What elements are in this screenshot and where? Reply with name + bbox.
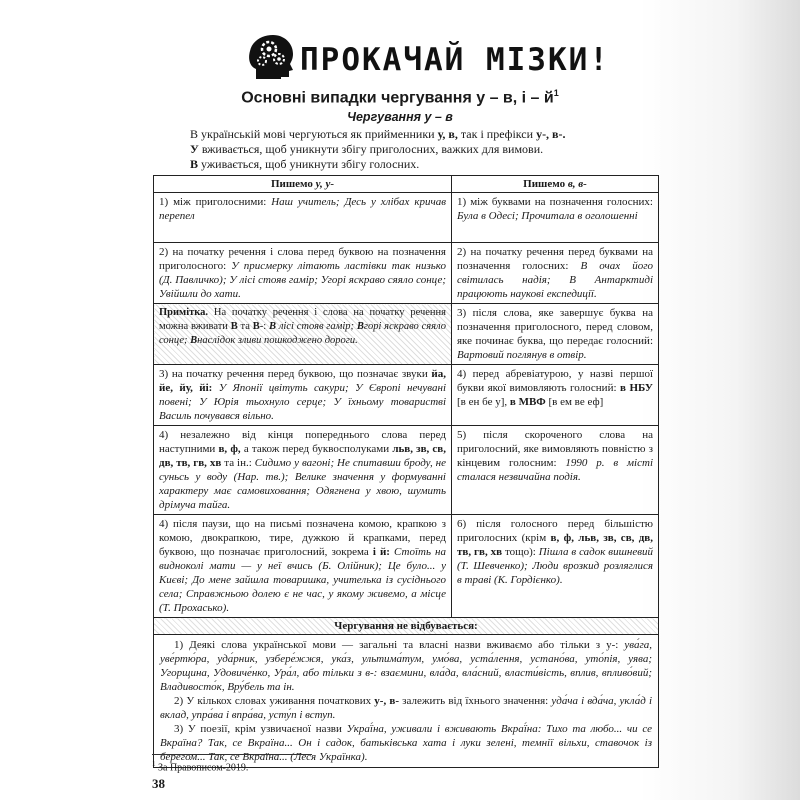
page-title [0, 88, 800, 107]
exceptions-list [154, 635, 659, 768]
footnote-text: За Правописом-2019. [158, 762, 249, 774]
table-row [154, 193, 659, 243]
table-row [154, 426, 659, 515]
exceptions-header-row [154, 618, 659, 635]
footnote-number: 1 [152, 760, 156, 768]
rule-u-1: 1) між приголосними: Наш учитель; Десь у хлібах кричав перепел [154, 193, 452, 243]
table-row [154, 515, 659, 618]
page-title-text: Основні випадки чергування у – в, і – й [241, 89, 554, 107]
rule-v-3: 3) після слова, яке завершує буква на позначення приголосного, перед словом, яке починає буква, що передає голосний: Вартовий поглянув в отвір. [452, 304, 659, 365]
rule-v-5: 5) після скороченого слова на приголосний, яке вимовляють повністю з кінцевим голосним: 1990 р. в місті сталася незвичайна подія. [452, 426, 659, 515]
rule-v-4: 4) перед абревіатурою, у назві першої букви якої вимовляють голосний: в НБУ [в ен бе у], в МВФ [в ем ве еф] [452, 365, 659, 426]
exceptions-header: Чергування не відбувається: [154, 618, 659, 635]
page-subtitle: Чергування у – в [347, 110, 453, 124]
section-banner: ПРОКАЧАЙ МІЗКИ! [300, 42, 610, 78]
rule-v-2: 2) на початку речення перед буквами на позначення голосних: В очах його світилась надія; В Антарктиді працюють наукові експедиції. [452, 243, 659, 304]
col-header-v: Пишемо в, в- [452, 176, 659, 193]
rules-table [153, 175, 659, 768]
intro-line-1: В українській мові чергуються як прийменники у, в, так і префікси у-, в-. [190, 127, 566, 141]
intro-line-2: У вживається, щоб уникнути збігу приголосних, важких для вимови. [190, 142, 544, 156]
rule-u-4: 4) незалежно від кінця попереднього слова перед наступними в, ф, а також перед буквосполуками льв, зв, св, дв, тв, гв, хв та ін.: Сидимо у вагоні; Не спитавши броду, не суньсь у воду (Нар. тв.); Велике значення у формуванні характеру має самовиховання; Одягнена у хвою, шумить дрімуча тайга. [154, 426, 452, 515]
footnote-marker: 1 [553, 88, 559, 98]
rule-u-2: 2) на початку речення і слова перед буквою на позначення приголосного: У присмерку літають ластівки так низько (Д. Павличко); У лісі стояв гамір; Угорі яскраво сяяло сонце; Увійшли до хати. [154, 243, 452, 304]
footnote-divider [152, 754, 312, 755]
intro-line-3: В уживається, щоб уникнути збігу голосних. [190, 157, 420, 171]
page-number: 38 [152, 776, 165, 791]
rule-v-1: 1) між буквами на позначення голосних: Була в Одесі; Прочитала в оголошенні [452, 193, 659, 243]
footnote [152, 760, 248, 773]
rule-u-3: 3) на початку речення перед буквою, що позначає звуки йа, йе, йу, йі: У Японії цвітуть сакури; У Європі нечувані повені; У Юрія тьохнуло серце; У їхньому товаристві Василь почувався вільно. [154, 365, 452, 426]
rule-u-5: 4) після паузи, що на письмі позначена комою, крапкою з комою, двокрапкою, тире, дужкою й крапками, перед буквою, що позначає приголосний, зокрема і й: Стоїть на видноколі мати — у неї вчись (Б. Олійник); Це було... у Києві; До мене зайшла товаришка, учителька із сусіднього села; Справжньою долею є не час, у якому живемо, а місце (Т. Прохасько). [154, 515, 452, 618]
exception-3: 3) У поезії, крім узвичаєної назви Украї́на, уживали і вживають Вкраї́на: Тихо та любо... чи се Вкраїна? Так, се Вкраїна... Он і садок, батьківська хата і луки зелені, темнії вільхи, ставочок із берегом... Так, се Вкраїна... (Леся Українка). [160, 723, 652, 763]
table-row [154, 365, 659, 426]
brain-gears-icon [246, 33, 296, 81]
table-header-row [154, 176, 659, 193]
table-row [154, 304, 659, 365]
col-header-u: Пишемо у, у- [154, 176, 452, 193]
rule-v-6: 6) після голосного перед більшістю приголосних (крім в, ф, льв, зв, св, дв, тв, гв, хв тощо): Пішла в садок вишневий (Т. Шевченко); Люди врозкид розляглися в траві (К. Гордієнко). [452, 515, 659, 618]
exception-1: 1) Деякі слова української мови — загальні та власні назви вживаємо або тільки з у-: ува́га, уве́ртю́ра, уда́рник, узбере́жжя, ука́з, ультима́тум, умо́ва, уста́лення, устано́ва, уто́пія, уява; Угорщина, Удовиче́нко, Ура́л, або тільки з в-: взаємини, вла́да, вла́сний, власти́вість, вплив, впливо́вий; Владивосто́к, Вру́бель та ін. [160, 639, 652, 693]
table-row [154, 243, 659, 304]
exceptions-row [154, 635, 659, 768]
rule-u-note: Примітка. На початку речення і слова на початку речення можна вживати В та В-: В лісі стояв гамір; Вгорі яскраво сяяло сонце; Внаслідок зливи пошкоджено дороги. [154, 304, 452, 365]
exception-2: 2) У кількох словах уживання початкових у-, в- залежить від їхнього значення: уда́ча і вда́ча, укла́д і вклад, упра́ва і впра́ва, усту́п і вступ. [160, 695, 652, 721]
